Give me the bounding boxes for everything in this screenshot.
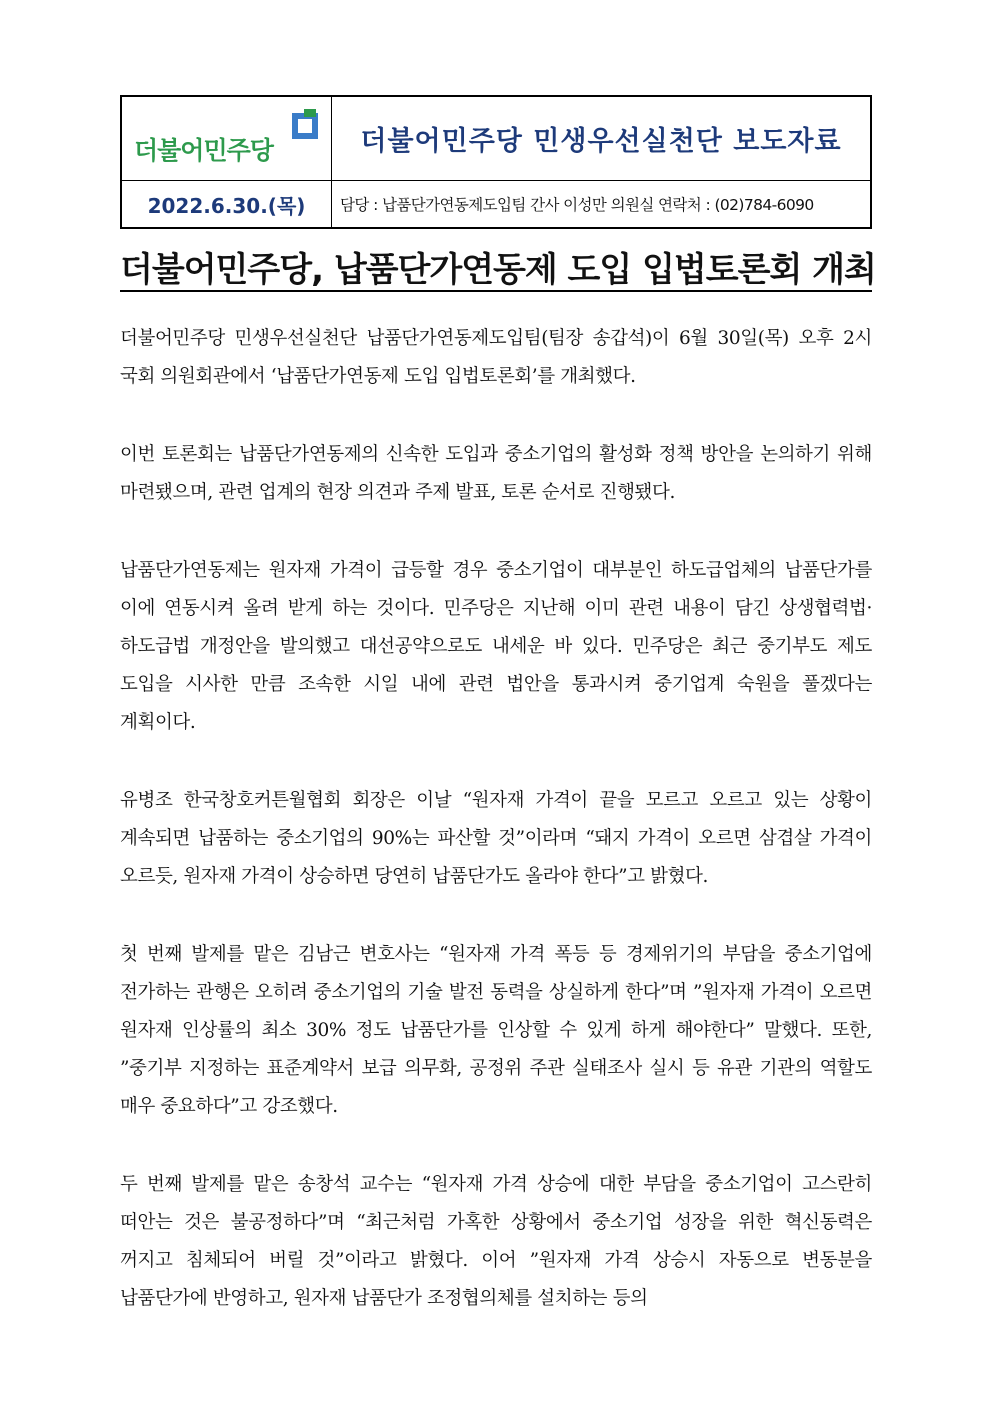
press-release-title: 더불어민주당 민생우선실천단 보도자료	[360, 126, 842, 157]
paragraph-6: 두 번째 발제를 맡은 송창석 교수는 “원자재 가격 상승에 대한 부담을 중소기업이 고스란히 떠안는 것은 불공정하다”며 “최근처럼 가혹한 상황에서 중소기업 성장을 위한 혁신동력은 꺼지고 침체되어 버릴 것”이라고 밝혔다. 이어 ”원자재 가격 상승시 자동으로 변동분을 납품단가에 반영하고, 원자재 납품단가 조정협의체를 설치하는 등의	[120, 1174, 872, 1309]
article-body	[120, 320, 872, 1358]
logo-cell	[122, 97, 332, 181]
paragraph-1: 더불어민주당 민생우선실천단 납품단가연동제도입팀(팀장 송갑석)이 6월 30일(목) 오후 2시 국회 의원회관에서 ‘납품단가연동제 도입 입법토론회’를 개최했다.	[120, 328, 872, 387]
contact-cell	[332, 181, 870, 227]
release-date: 2022.6.30.(목)	[147, 193, 306, 218]
party-logo-icon	[290, 109, 320, 143]
date-cell	[122, 181, 332, 227]
contact-info: 담당 : 납품단가연동제도입팀 간사 이성만 의원실 연락처 : (02)784-6090	[340, 196, 814, 214]
headline-underline	[120, 290, 872, 292]
paragraph-3: 납품단가연동제는 원자재 가격이 급등할 경우 중소기업이 대부분인 하도급업체의 납품단가를 이에 연동시켜 올려 받게 하는 것이다. 민주당은 지난해 이미 관련 내용이 담긴 상생협력법·하도급법 개정안을 발의했고 대선공약으로도 내세운 바 있다. 민주당은 최근 중기부도 제도 도입을 시사한 만큼 조속한 시일 내에 관련 법안을 통과시켜 중기업계 숙원을 풀겠다는 계획이다.	[120, 560, 872, 733]
paragraph-5: 첫 번째 발제를 맡은 김남근 변호사는 “원자재 가격 폭등 등 경제위기의 부담을 중소기업에 전가하는 관행은 오히려 중소기업의 기술 발전 동력을 상실하게 한다”며 ”원자재 가격이 오르면 원자재 인상률의 최소 30% 정도 납품단가를 인상할 수 있게 하게 해야한다” 말했다. 또한, ”중기부 지정하는 표준계약서 보급 의무화, 공정위 주관 실태조사 실시 등 유관 기관의 역할도 매우 중요하다”고 강조했다.	[120, 944, 872, 1117]
header-table	[120, 95, 872, 229]
party-logo-text: 더불어민주당	[134, 136, 273, 165]
paragraph-4: 유병조 한국창호커튼월협회 회장은 이날 “원자재 가격이 끝을 모르고 오르고 있는 상황이 계속되면 납품하는 중소기업의 90%는 파산할 것”이라며 “돼지 가격이 오르면 삼겹살 가격이 오르듯, 원자재 가격이 상승하면 당연히 납품단가도 올라야 한다”고 밝혔다.	[120, 790, 872, 887]
title-cell	[332, 97, 870, 181]
paragraph-2: 이번 토론회는 납품단가연동제의 신속한 도입과 중소기업의 활성화 정책 방안을 논의하기 위해 마련됐으며, 관련 업계의 현장 의견과 주제 발표, 토론 순서로 진행됐다.	[120, 444, 872, 503]
headline: 더불어민주당, 납품단가연동제 도입 입법토론회 개최	[120, 250, 876, 290]
